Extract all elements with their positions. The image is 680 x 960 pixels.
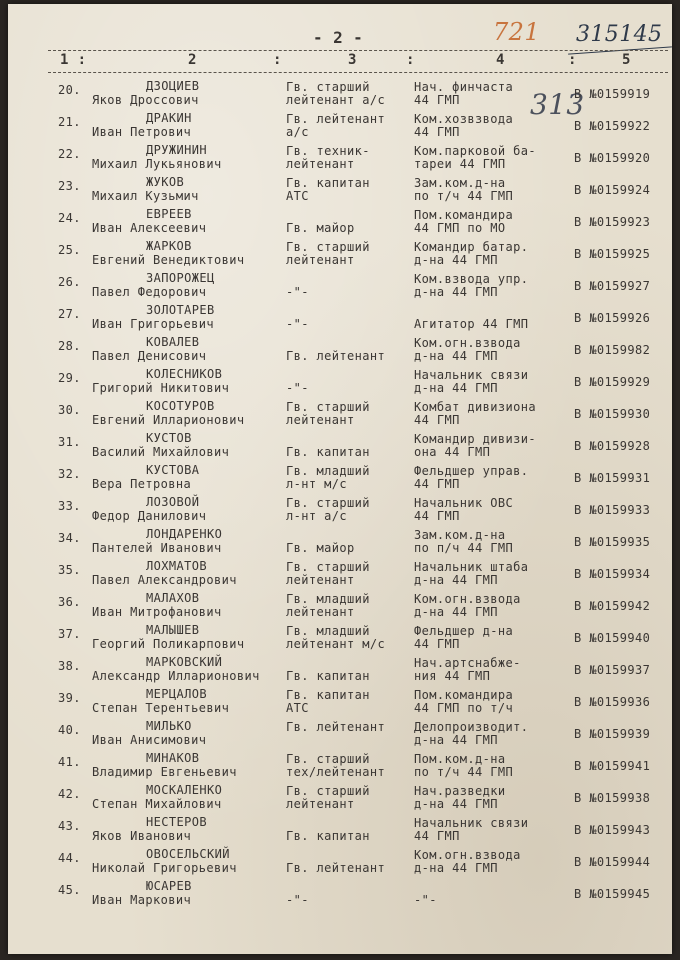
position-line-1: Ком.взвода упр. — [414, 272, 529, 286]
table-row — [8, 303, 672, 335]
given-names: Иван Митрофанович — [92, 605, 222, 619]
surname: ЛОЗОВОЙ — [146, 495, 200, 509]
rank-line-2: а/с — [286, 125, 309, 139]
surname: МАЛЫШЕВ — [146, 623, 200, 637]
table-row — [8, 687, 672, 719]
position-line-2: 44 ГМП — [414, 637, 460, 651]
row-number: 38. — [58, 659, 81, 673]
order-number: В №0159936 — [574, 695, 651, 709]
table-row — [8, 239, 672, 271]
rank-line-1: Гв. младший — [286, 464, 370, 478]
position-line-2: Агитатор 44 ГМП — [414, 317, 529, 331]
table-row — [8, 655, 672, 687]
given-names: Евгений Венедиктович — [92, 253, 245, 267]
given-names: Григорий Никитович — [92, 381, 230, 395]
table-row — [8, 207, 672, 239]
order-number: В №0159941 — [574, 759, 651, 773]
order-number: В №0159923 — [574, 215, 651, 229]
handwritten-note-archive-number: 315145 — [576, 22, 663, 47]
rank-line-2: Гв. капитан — [286, 669, 370, 683]
row-number: 23. — [58, 179, 81, 193]
row-number: 36. — [58, 595, 81, 609]
given-names: Александр Илларионович — [92, 669, 260, 683]
surname: КОВАЛЕВ — [146, 335, 200, 349]
given-names: Яков Иванович — [92, 829, 192, 843]
table-row — [8, 431, 672, 463]
table-row — [8, 527, 672, 559]
surname: ДЗОЦИЕВ — [146, 79, 200, 93]
position-line-1: Ком.огн.взвода — [414, 592, 521, 606]
given-names: Павел Федорович — [92, 285, 207, 299]
order-number: В №0159929 — [574, 375, 651, 389]
row-number: 33. — [58, 499, 81, 513]
surname: ЗОЛОТАРЕВ — [146, 303, 215, 317]
row-number: 25. — [58, 243, 81, 257]
rank-line-2: лейтенант а/с — [286, 93, 386, 107]
position-line-1: Фельдшер управ. — [414, 464, 529, 478]
table-row — [8, 367, 672, 399]
position-line-1: Ком.огн.взвода — [414, 848, 521, 862]
position-line-1: Зам.ком.д-на — [414, 528, 506, 542]
rank-line-2: Гв. майор — [286, 541, 355, 555]
surname: ЛОХМАТОВ — [146, 559, 207, 573]
rank-line-1: Гв. старший — [286, 752, 370, 766]
rank-line-2: -"- — [286, 381, 309, 395]
rank-line-1: Гв. лейтенант — [286, 112, 386, 126]
order-number: В №0159931 — [574, 471, 651, 485]
rank-line-2: л-нт а/с — [286, 509, 347, 523]
order-number: В №0159926 — [574, 311, 651, 325]
table-row — [8, 271, 672, 303]
row-number: 31. — [58, 435, 81, 449]
given-names: Георгий Поликарпович — [92, 637, 245, 651]
surname: ЖУКОВ — [146, 175, 185, 189]
order-number: В №0159935 — [574, 535, 651, 549]
position-line-1: Начальник ОВС — [414, 496, 514, 510]
table-row — [8, 751, 672, 783]
surname: МАРКОВСКИЙ — [146, 655, 223, 669]
rank-line-1: Гв. старший — [286, 496, 370, 510]
rank-line-2: Гв. лейтенант — [286, 349, 386, 363]
position-line-1: Нач.артснабже- — [414, 656, 521, 670]
row-number: 37. — [58, 627, 81, 641]
surname: ЖАРКОВ — [146, 239, 192, 253]
given-names: Василий Михайлович — [92, 445, 230, 459]
table-row — [8, 143, 672, 175]
position-line-2: ния 44 ГМП — [414, 669, 491, 683]
given-names: Степан Терентьевич — [92, 701, 230, 715]
given-names: Федор Данилович — [92, 509, 207, 523]
table-row — [8, 783, 672, 815]
column-header-4: 4 — [496, 52, 505, 68]
position-line-2: д-на 44 ГМП — [414, 797, 498, 811]
surname: КОЛЕСНИКОВ — [146, 367, 223, 381]
position-line-2: д-на 44 ГМП — [414, 349, 498, 363]
row-number: 21. — [58, 115, 81, 129]
award-list-table — [8, 79, 672, 911]
position-line-1: Ком.огн.взвода — [414, 336, 521, 350]
rank-line-1: Гв. капитан — [286, 688, 370, 702]
order-number: В №0159982 — [574, 343, 651, 357]
given-names: Михаил Кузьмич — [92, 189, 199, 203]
position-line-2: д-на 44 ГМП — [414, 733, 498, 747]
position-line-2: 44 ГМП по МО — [414, 221, 506, 235]
column-header-2: 2 — [188, 52, 197, 68]
surname: ЮСАРЕВ — [146, 879, 192, 893]
rank-line-2: Гв. капитан — [286, 829, 370, 843]
given-names: Вера Петровна — [92, 477, 192, 491]
order-number: В №0159930 — [574, 407, 651, 421]
row-number: 35. — [58, 563, 81, 577]
position-line-2: д-на 44 ГМП — [414, 861, 498, 875]
position-line-1: Командир дивизи- — [414, 432, 536, 446]
given-names: Павел Денисович — [92, 349, 207, 363]
rank-line-2: -"- — [286, 893, 309, 907]
given-names: Яков Дроссович — [92, 93, 199, 107]
rank-line-2: -"- — [286, 317, 309, 331]
position-line-1: Пом.командира — [414, 688, 514, 702]
order-number: В №0159933 — [574, 503, 651, 517]
surname: МИЛЬКО — [146, 719, 192, 733]
position-line-2: 44 ГМП по т/ч — [414, 701, 514, 715]
table-row — [8, 879, 672, 911]
rank-line-1: Гв. младший — [286, 624, 370, 638]
given-names: Иван Петрович — [92, 125, 192, 139]
row-number: 41. — [58, 755, 81, 769]
row-number: 32. — [58, 467, 81, 481]
row-number: 28. — [58, 339, 81, 353]
rank-line-2: Гв. капитан — [286, 445, 370, 459]
rank-line-2: лейтенант м/с — [286, 637, 386, 651]
rank-line-2: Гв. лейтенант — [286, 861, 386, 875]
table-row — [8, 175, 672, 207]
document-page — [8, 4, 672, 954]
surname: КОСОТУРОВ — [146, 399, 215, 413]
given-names: Иван Григорьевич — [92, 317, 214, 331]
page-number: - 2 - — [313, 28, 364, 47]
order-number: В №0159939 — [574, 727, 651, 741]
position-line-1: Пом.ком.д-на — [414, 752, 506, 766]
position-line-2: 44 ГМП — [414, 125, 460, 139]
order-number: В №0159919 — [574, 87, 651, 101]
order-number: В №0159925 — [574, 247, 651, 261]
surname: МАЛАХОВ — [146, 591, 200, 605]
position-line-2: д-на 44 ГМП — [414, 285, 498, 299]
position-line-2: по п/ч 44 ГМП — [414, 541, 514, 555]
position-line-1: Начальник штаба — [414, 560, 529, 574]
surname: ОВОСЕЛЬСКИЙ — [146, 847, 230, 861]
row-number: 40. — [58, 723, 81, 737]
rank-line-2: -"- — [286, 285, 309, 299]
order-number: В №0159924 — [574, 183, 651, 197]
row-number: 44. — [58, 851, 81, 865]
given-names: Владимир Евгеньевич — [92, 765, 237, 779]
surname: МИНАКОВ — [146, 751, 200, 765]
table-row — [8, 495, 672, 527]
surname: ЛОНДАРЕНКО — [146, 527, 223, 541]
given-names: Пантелей Иванович — [92, 541, 222, 555]
order-number: В №0159922 — [574, 119, 651, 133]
row-number: 34. — [58, 531, 81, 545]
rank-line-2: лейтенант — [286, 413, 355, 427]
table-row — [8, 335, 672, 367]
handwritten-note-page: 313 — [530, 88, 585, 121]
column-separator: : — [406, 52, 415, 68]
surname: НЕСТЕРОВ — [146, 815, 207, 829]
order-number: В №0159944 — [574, 855, 651, 869]
rank-line-2: Гв. майор — [286, 221, 355, 235]
position-line-2: д-на 44 ГМП — [414, 573, 498, 587]
position-line-2: д-на 44 ГМП — [414, 605, 498, 619]
rank-line-1: Гв. лейтенант — [286, 720, 386, 734]
surname: ДРУЖИНИН — [146, 143, 207, 157]
rank-line-2: лейтенант — [286, 605, 355, 619]
position-line-1: Начальник связи — [414, 368, 529, 382]
given-names: Павел Александрович — [92, 573, 237, 587]
rank-line-1: Гв. старший — [286, 400, 370, 414]
surname: МОСКАЛЕНКО — [146, 783, 223, 797]
rank-line-1: Гв. старший — [286, 560, 370, 574]
order-number: В №0159945 — [574, 887, 651, 901]
row-number: 22. — [58, 147, 81, 161]
position-line-1: Ком.парковой ба- — [414, 144, 536, 158]
rank-line-2: л-нт м/с — [286, 477, 347, 491]
row-number: 39. — [58, 691, 81, 705]
order-number: В №0159927 — [574, 279, 651, 293]
table-row — [8, 399, 672, 431]
position-line-1: Командир батар. — [414, 240, 529, 254]
given-names: Иван Алексеевич — [92, 221, 207, 235]
given-names: Степан Михайлович — [92, 797, 222, 811]
column-header-1: 1 : — [60, 52, 87, 68]
header-bottom-rule — [48, 72, 668, 73]
table-row — [8, 815, 672, 847]
row-number: 27. — [58, 307, 81, 321]
position-line-2: она 44 ГМП — [414, 445, 491, 459]
given-names: Евгений Илларионович — [92, 413, 245, 427]
order-number: В №0159942 — [574, 599, 651, 613]
rank-line-2: лейтенант — [286, 253, 355, 267]
position-line-2: д-на 44 ГМП — [414, 253, 498, 267]
order-number: В №0159937 — [574, 663, 651, 677]
rank-line-2: АТС — [286, 701, 309, 715]
position-line-2: 44 ГМП — [414, 413, 460, 427]
rank-line-1: Гв. старший — [286, 240, 370, 254]
rank-line-1: Гв. старший — [286, 784, 370, 798]
rank-line-1: Гв. младший — [286, 592, 370, 606]
handwritten-note-red: 721 — [493, 18, 541, 46]
position-line-1: Ком.хозвзвода — [414, 112, 514, 126]
position-line-1: Нач.разведки — [414, 784, 506, 798]
given-names: Михаил Лукьянович — [92, 157, 222, 171]
position-line-1: Фельдшер д-на — [414, 624, 514, 638]
order-number: В №0159920 — [574, 151, 651, 165]
rank-line-2: лейтенант — [286, 797, 355, 811]
position-line-2: тареи 44 ГМП — [414, 157, 506, 171]
position-line-1: Начальник связи — [414, 816, 529, 830]
order-number: В №0159940 — [574, 631, 651, 645]
table-row — [8, 591, 672, 623]
order-number: В №0159938 — [574, 791, 651, 805]
given-names: Николай Григорьевич — [92, 861, 237, 875]
column-separator: : — [568, 52, 577, 68]
table-row — [8, 847, 672, 879]
row-number: 29. — [58, 371, 81, 385]
table-row — [8, 463, 672, 495]
position-line-2: -"- — [414, 893, 437, 907]
table-row — [8, 111, 672, 143]
surname: КУСТОВА — [146, 463, 200, 477]
position-line-2: по т/ч 44 ГМП — [414, 189, 514, 203]
position-line-2: 44 ГМП — [414, 829, 460, 843]
rank-line-2: АТС — [286, 189, 309, 203]
order-number: В №0159943 — [574, 823, 651, 837]
surname: ДРАКИН — [146, 111, 192, 125]
given-names: Иван Маркович — [92, 893, 192, 907]
position-line-1: Комбат дивизиона — [414, 400, 536, 414]
table-row — [8, 719, 672, 751]
rank-line-1: Гв. техник- — [286, 144, 370, 158]
column-separator: : — [273, 52, 282, 68]
row-number: 26. — [58, 275, 81, 289]
rank-line-2: тех/лейтенант — [286, 765, 386, 779]
rank-line-1: Гв. старший — [286, 80, 370, 94]
header-top-rule — [48, 50, 668, 51]
surname: КУСТОВ — [146, 431, 192, 445]
position-line-2: 44 ГМП — [414, 477, 460, 491]
rank-line-1: Гв. капитан — [286, 176, 370, 190]
position-line-2: 44 ГМП — [414, 93, 460, 107]
row-number: 45. — [58, 883, 81, 897]
column-header-row — [8, 52, 672, 74]
position-line-2: по т/ч 44 ГМП — [414, 765, 514, 779]
row-number: 20. — [58, 83, 81, 97]
row-number: 43. — [58, 819, 81, 833]
surname: МЕРЦАЛОВ — [146, 687, 207, 701]
surname: ЕВРЕЕВ — [146, 207, 192, 221]
table-row — [8, 559, 672, 591]
order-number: В №0159934 — [574, 567, 651, 581]
position-line-1: Пом.командира — [414, 208, 514, 222]
position-line-1: Зам.ком.д-на — [414, 176, 506, 190]
column-header-5: 5 — [622, 52, 631, 68]
surname: ЗАПОРОЖЕЦ — [146, 271, 215, 285]
row-number: 42. — [58, 787, 81, 801]
order-number: В №0159928 — [574, 439, 651, 453]
position-line-1: Нач. финчаста — [414, 80, 514, 94]
table-row — [8, 623, 672, 655]
rank-line-2: лейтенант — [286, 157, 355, 171]
column-header-3: 3 — [348, 52, 357, 68]
row-number: 30. — [58, 403, 81, 417]
position-line-2: д-на 44 ГМП — [414, 381, 498, 395]
position-line-2: 44 ГМП — [414, 509, 460, 523]
table-row — [8, 79, 672, 111]
rank-line-2: лейтенант — [286, 573, 355, 587]
row-number: 24. — [58, 211, 81, 225]
given-names: Иван Анисимович — [92, 733, 207, 747]
position-line-1: Делопроизводит. — [414, 720, 529, 734]
